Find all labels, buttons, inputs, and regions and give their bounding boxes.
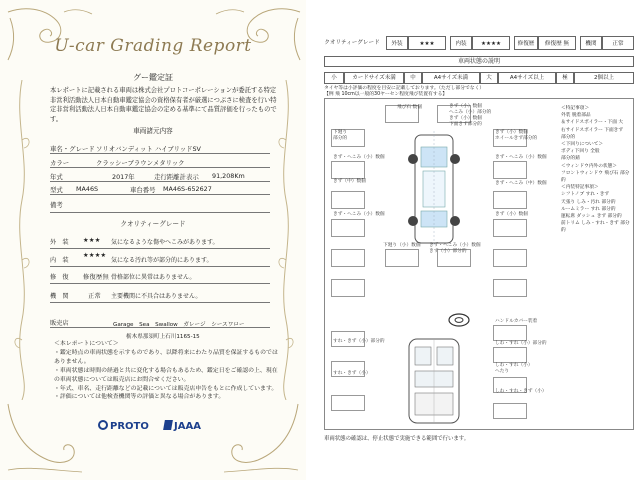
special-note-line: シフトノブ すれ・きず [561, 192, 610, 198]
spec-value: 2017年 [112, 173, 135, 181]
grade-value: 正常 [88, 293, 101, 300]
proto-logo-text: PROTO [110, 421, 149, 432]
grade-label: 機 関 [50, 293, 69, 300]
spec-label: 車名・グレード [50, 145, 95, 153]
note-item: ・車両状態は時間の経過と共に変化する場合もあるため、鑑定日をご確認の上、現在の車両状態については販売店にお問合せください。 [54, 367, 278, 383]
size-key: 中 [404, 72, 422, 84]
note-item: ・鑑定時点の車両状態を示すものであり、以降将来にわたり品質を保証するものではありません。 [54, 349, 278, 365]
exterior-value: ★★★ [408, 36, 446, 50]
size-desc: A4サイズ以上 [498, 72, 556, 84]
callout-box [385, 249, 419, 267]
size-desc: 2個以上 [574, 72, 634, 84]
note-item: ・年式、車名、走行距離などの記載については販売店申告をもとに作成しています。 [54, 385, 278, 392]
damage-label: しわ・すれ・きず（小） [495, 389, 547, 394]
quality-grade-label: クオリティーグレード [324, 40, 380, 46]
grade-value: 修復歴無 [83, 274, 109, 281]
proto-logo [98, 420, 149, 432]
special-note-line: 運転席 ダッシュ きず 部分的 [561, 214, 622, 220]
callout-box [331, 395, 365, 411]
spec-section-title: 車両諸元内容 [133, 127, 173, 135]
divider [50, 167, 270, 168]
spec-value: MA46S-652627 [163, 185, 212, 193]
proto-gear-icon [98, 420, 108, 430]
special-note-line: ＜ウィンドウ内外の状態＞ [561, 163, 617, 169]
special-note-line: 部分的錆 [561, 156, 580, 162]
grade-stars: ★★★ [83, 237, 101, 244]
divider [50, 248, 270, 249]
grade-label: 修 復 [50, 274, 69, 281]
note-item: ・評価については他検査機関等の評価と異なる場合があります。 [54, 394, 225, 401]
jaaa-logo [164, 420, 201, 432]
grade-label: 外 装 [50, 239, 69, 246]
notes-heading: ＜本レポートについて＞ [54, 341, 119, 347]
special-note-line: ＜内装特記事項＞ [561, 185, 599, 191]
certificate-intro: 本レポートに記載される車両は株式会社プロトコーポレーションが委託する特定非営利活動法人日本自動車鑑定協会の資格保有者が厳選につぶさに検査を行い特定非営利活動法人日本自動車鑑定協会の定める基準にて品質評価を行ったものです。 [50, 87, 277, 123]
condition-title: 車両状態の説明 [324, 56, 634, 67]
vehicle-condition-sheet [314, 0, 640, 480]
jaaa-logo-text: JAAA [174, 421, 201, 432]
callout-box [493, 279, 527, 297]
repair-value: 修復歴 無 [538, 36, 576, 50]
report-notes [54, 340, 280, 402]
size-key: 小 [324, 72, 344, 84]
damage-label: きず・へこみ（小）数個 [333, 212, 385, 217]
damage-label: きず（中）数個 [333, 179, 366, 184]
size-note: タイヤ等は小評価の程度を目安に記載しております。（ただし部分でなく） 【例 飛 10cm以一般的30ヤーセン程度飛び装置有する】 [324, 86, 485, 97]
damage-label: きず（小）数個 下面きず部分的 [449, 116, 482, 127]
special-note-line: 部分的 [561, 134, 576, 140]
size-legend [324, 72, 634, 84]
car-top-view-diagram [401, 129, 467, 249]
callout-box [331, 219, 365, 237]
special-note-line: ＆サイドスポイラー・下面 大 [561, 120, 624, 126]
spec-label: カラー [50, 159, 70, 167]
logo-bar [98, 420, 218, 436]
spec-label: 型式 [50, 186, 63, 194]
car-interior-diagram [401, 335, 467, 427]
damage-label: きず（小）数個 へこみ（小）部分的 [449, 104, 492, 115]
damage-label: すれ・きず（小）部分的 [333, 339, 385, 344]
damage-label: きず（小）数個 ホイールきず部分的 [495, 130, 538, 141]
ornament-bottom-right [222, 400, 302, 476]
dealer-label: 販売店 [50, 320, 69, 327]
special-note-line: ルームミラー すれ 部分的 [561, 206, 616, 212]
spec-label: 走行距離計表示 [154, 173, 199, 181]
jaaa-mark-icon [163, 420, 173, 430]
damage-label: きず・へこみ（小）数個 [333, 155, 385, 160]
size-desc: カードサイズ未満 [344, 72, 404, 84]
damage-label: きず・へこみ（小）数個 きず（小）部分的 [429, 243, 481, 254]
damage-label: 飛び石 数個 [397, 105, 422, 110]
interior-label: 内装 [450, 36, 472, 50]
damage-label: すれ・きず（小） [333, 371, 371, 376]
special-note-line: フロントウィンドウ 飛び石 部分的 [561, 170, 630, 184]
grade-label: 内 装 [50, 257, 69, 264]
divider [50, 327, 270, 328]
callout-box [493, 219, 527, 237]
damage-label: ハンドルカバー装着 [495, 319, 538, 324]
special-note-line: ＜下回りについて＞ [561, 142, 604, 148]
callout-box [493, 403, 527, 419]
steering-wheel-icon [447, 313, 471, 327]
damage-label: しわ・すれ（小）部分的 [495, 341, 547, 346]
grade-section-title: クオリティーグレード [120, 220, 186, 228]
engine-value: 正常 [602, 36, 634, 50]
exterior-label: 外装 [386, 36, 408, 50]
interior-value: ★★★★ [472, 36, 510, 50]
special-note-line: 天張り しみ・汚れ 部分的 [561, 199, 616, 205]
callout-box [493, 249, 527, 267]
special-note-line: 外装 脱着部品 [561, 113, 591, 119]
divider [50, 181, 270, 182]
spec-value: 91,208Km [212, 172, 245, 180]
repair-label: 修復歴 [514, 36, 538, 50]
divider [50, 153, 270, 154]
quality-grade-bar [324, 36, 634, 50]
divider [50, 194, 270, 195]
damage-diagram [324, 98, 634, 430]
special-note-line: ボディ下回り 全般 [561, 149, 600, 155]
spec-value: クラッシーブラウンメタリック [96, 159, 185, 167]
grade-description: 骨格部位に異常はありません。 [111, 274, 196, 281]
spec-label: 年式 [50, 173, 63, 181]
callout-box [331, 161, 365, 179]
callout-box [331, 191, 365, 209]
damage-label: 下廻り（小）数個 [383, 243, 421, 248]
callout-box [493, 325, 527, 341]
grade-description: 気になるような傷やへこみがあります。 [111, 239, 219, 246]
certificate-title: U-car Grading Report [54, 36, 252, 56]
grade-stars: ★★★★ [83, 252, 107, 259]
special-note-line: 右サイドスポイラー 下面きず [561, 127, 624, 133]
spec-value: MA46S [76, 185, 99, 193]
special-note-line: 前トリム しみ・すれ・きず 部分的 [561, 221, 630, 234]
spec-value: ソリオバンディット ハイブリッドSV [96, 145, 201, 153]
callout-box [493, 347, 527, 363]
special-note-line: ＜特記事項＞ [561, 106, 590, 111]
grade-description: 気になる汚れ等が部分的にあります。 [111, 257, 213, 264]
size-key: 極 [556, 72, 574, 84]
damage-label: きず（小）数個 [495, 212, 528, 217]
damage-label: 下廻り 部分的 [333, 130, 348, 141]
grading-certificate [0, 0, 306, 480]
grade-description: 主要機関に不具合はありません。 [111, 293, 202, 300]
callout-box [493, 191, 527, 209]
divider [50, 212, 270, 213]
callout-box [331, 249, 365, 267]
divider [50, 266, 270, 267]
certificate-subtitle: グー鑑定証 [133, 73, 173, 82]
damage-label: きず・へこみ（中）数個 [495, 181, 547, 186]
callout-box [493, 161, 527, 179]
engine-label: 機関 [580, 36, 602, 50]
size-key: 大 [480, 72, 498, 84]
ornament-bottom-left [4, 400, 84, 476]
special-notes [561, 105, 633, 235]
footer-note: 車両状態の確認は、停止状態で実施できる範囲で行います。 [324, 436, 470, 442]
dealer-name: Garage Sea Swallow ガレージ シースワロー [113, 322, 245, 328]
divider [50, 302, 270, 303]
damage-label: しわ・すれ（小） へたり [495, 363, 533, 374]
divider [50, 283, 270, 284]
damage-label: きず・へこみ（小）数個 [495, 155, 547, 160]
spec-label: 車台番号 [130, 186, 156, 194]
size-desc: A4サイズ未満 [422, 72, 480, 84]
spec-label: 備考 [50, 201, 63, 209]
dealer-address: 栃木県那須町上石川1165-15 [126, 334, 200, 340]
callout-box [331, 279, 365, 297]
